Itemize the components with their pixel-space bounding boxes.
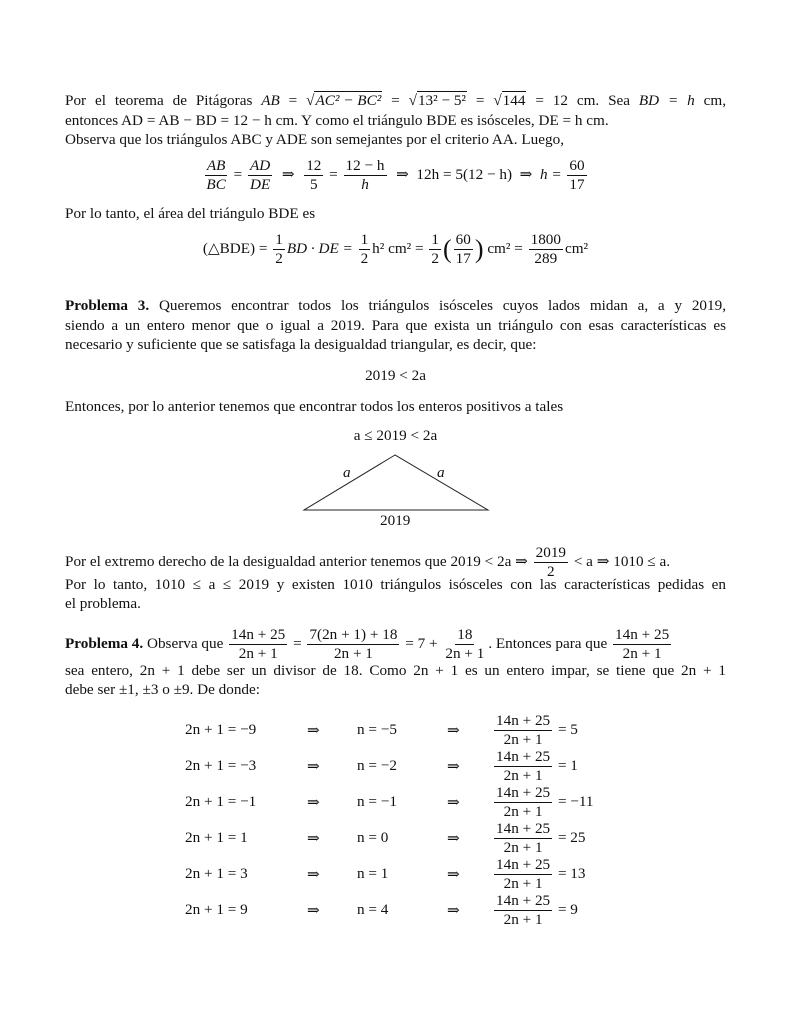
result: = 25 — [557, 828, 586, 846]
cases-table — [185, 712, 594, 928]
numerator: 14n + 25 — [231, 626, 286, 643]
problem3-title: Problema 3. — [65, 297, 150, 314]
fraction — [494, 785, 552, 820]
implies-arrow: ⇒ — [307, 829, 320, 847]
case-row — [185, 712, 594, 748]
implies-arrow: ⇒ — [307, 793, 320, 811]
fraction — [494, 857, 552, 892]
text: < a ⇒ 1010 ≤ a. — [573, 552, 671, 570]
fraction — [494, 821, 552, 856]
implies-arrow: ⇒ — [307, 865, 320, 883]
numerator: 14n + 25 — [496, 819, 551, 837]
case-value — [492, 748, 594, 784]
inequality-2: a ≤ 2019 < 2a — [353, 427, 438, 444]
implies-arrow: ⇒ — [307, 721, 320, 739]
equals: = — [329, 165, 338, 183]
denominator: 17 — [455, 250, 471, 267]
numerator: 60 — [569, 157, 585, 174]
math-bd: BD = h — [638, 92, 695, 109]
text: Queremos encontrar todos los triángulos isósceles cuyos lados midan a, a y 2019, — [158, 297, 727, 314]
base-label: 2019 — [380, 512, 411, 529]
text: Observa que — [146, 634, 224, 652]
numerator: 1800 — [530, 231, 561, 248]
numerator: 1 — [360, 231, 369, 248]
implies-arrow: ⇒ — [519, 165, 533, 183]
case-condition: 2n + 1 = −1 — [185, 793, 257, 810]
equals: = — [466, 92, 494, 109]
implies-arrow: ⇒ — [307, 757, 320, 775]
fraction — [494, 749, 552, 784]
case-value — [492, 820, 594, 856]
problem3-line5 — [65, 545, 726, 580]
problem3-line4: Entonces, por lo anterior tenemos que encontrar todos los enteros positivos a tales — [65, 398, 564, 415]
result: = 13 — [557, 864, 586, 882]
radicand: 13² − 5² — [417, 92, 466, 109]
implies-arrow: ⇒ — [447, 865, 460, 883]
denominator: 289 — [534, 250, 558, 267]
paren-left: ( — [442, 234, 452, 264]
problem4-line1: Problema 4. Observa que $\frac{14n + 25}{2n + 1}$ = $\frac{7(2n + 1) + 18}{2n + 1}$ = 7 + $\frac{18}{2n + 1}$ . Entonces para que $\frac{14n + 25}{2n + 1}$ — [65, 626, 670, 662]
case-condition: 2n + 1 = −3 — [185, 757, 257, 774]
implies-arrow: ⇒ — [447, 829, 460, 847]
case-value — [492, 712, 594, 748]
paragraph-pythagoras-line2: entonces AD = AB − BD = 12 − h cm. Y como el triángulo BDE es isósceles, DE = h cm. — [65, 112, 609, 129]
numerator: 14n + 25 — [496, 711, 551, 729]
denominator: 2 — [547, 563, 555, 580]
denominator: 2 — [360, 250, 369, 267]
problem3-line6: Por lo tanto, 1010 ≤ a ≤ 2019 y existen 1010 triángulos isósceles con las características pedidas en — [65, 576, 726, 593]
fraction — [494, 893, 552, 928]
numerator: 14n + 25 — [496, 891, 551, 909]
denominator: 2n + 1 — [503, 730, 543, 748]
paragraph-area-intro: Por lo tanto, el área del triángulo BDE es — [65, 205, 316, 222]
problem3-line7: el problema. — [65, 595, 141, 612]
problem3-line2: siendo a un entero menor que o igual a 2019. Para que exista un triángulo con esas características es — [65, 317, 726, 334]
fraction — [494, 713, 552, 748]
denominator: 17 — [569, 176, 585, 193]
denominator: 2n + 1 — [503, 802, 543, 820]
numerator: AD — [250, 157, 271, 174]
case-n: n = −2 — [357, 757, 397, 774]
fraction — [443, 627, 486, 662]
problem4-line2: sea entero, 2n + 1 debe ser un divisor de 18. Como 2n + 1 es un entero impar, se tiene que 2n + 1 — [65, 662, 726, 679]
h-equals: h = — [539, 165, 562, 183]
denominator: h — [361, 176, 369, 193]
problem3-line3: necesario y suficiente que se satisfaga la desigualdad triangular, es decir, que: — [65, 336, 537, 353]
fraction — [613, 627, 671, 662]
lhs: (△BDE) = — [202, 239, 268, 257]
equals: = — [382, 92, 409, 109]
text: . Entonces para que — [488, 634, 608, 652]
isosceles-triangle — [304, 455, 488, 510]
numerator: 18 — [457, 626, 473, 643]
implies-arrow: ⇒ — [447, 721, 460, 739]
text: cm, — [694, 92, 726, 109]
denominator: BC — [206, 176, 226, 193]
implies-arrow: ⇒ — [447, 901, 460, 919]
numerator: 1 — [431, 231, 439, 248]
case-value — [492, 856, 594, 892]
sqrt-1: √AC² − BC² — [306, 92, 382, 109]
side-label-right: a — [437, 464, 445, 481]
denominator: 2n + 1 — [238, 645, 278, 662]
case-row — [185, 748, 594, 784]
case-n: n = 0 — [357, 829, 389, 846]
term: h² cm² = — [372, 239, 424, 257]
denominator: 2n + 1 — [333, 645, 373, 662]
text: Por el extremo derecho de la desigualdad anterior tenemos que 2019 < 2a ⇒ — [65, 552, 528, 570]
denominator: 2 — [275, 250, 283, 267]
case-n: n = 1 — [357, 865, 389, 882]
paragraph-pythagoras-line3: Observa que los triángulos ABC y ADE son semejantes por el criterio AA. Luego, — [65, 131, 564, 148]
result: = −11 — [557, 792, 594, 810]
denominator: 2n + 1 — [445, 645, 485, 662]
unit: cm² — [564, 239, 589, 257]
denominator: 2n + 1 — [622, 645, 662, 662]
case-value — [492, 892, 594, 928]
result: = 1 — [557, 756, 578, 774]
paren-right: ) — [474, 234, 484, 264]
numerator: 14n + 25 — [496, 855, 551, 873]
text: Por el teorema de Pitágoras — [65, 92, 262, 109]
term: cm² = — [487, 239, 523, 257]
denominator: 2n + 1 — [503, 874, 543, 892]
case-row — [185, 784, 594, 820]
term: BD · DE = — [286, 239, 353, 257]
text: = 7 + — [405, 634, 438, 652]
numerator: AB — [206, 157, 226, 174]
problem4-title: Problema 4. — [65, 634, 144, 652]
fraction — [229, 627, 287, 662]
radicand: AC² − BC² — [315, 92, 382, 109]
numerator: 14n + 25 — [615, 626, 670, 643]
denominator: 2n + 1 — [503, 766, 543, 784]
numerator: 14n + 25 — [496, 747, 551, 765]
implies-arrow: ⇒ — [447, 757, 460, 775]
case-n: n = −1 — [357, 793, 397, 810]
numerator: 14n + 25 — [496, 783, 551, 801]
result: = 9 — [557, 900, 578, 918]
numerator: 1 — [275, 231, 283, 248]
implies-arrow: ⇒ — [447, 793, 460, 811]
case-value — [492, 784, 594, 820]
case-condition: 2n + 1 = 1 — [185, 829, 248, 846]
equation-middle: 12h = 5(12 − h) — [416, 165, 513, 183]
equals: = — [279, 92, 307, 109]
sqrt-2: √13² − 5² — [408, 92, 466, 109]
case-condition: 2n + 1 = −9 — [185, 721, 257, 738]
denominator: DE — [250, 176, 271, 193]
equals: = — [233, 165, 243, 183]
sqrt-3: √144 — [493, 92, 526, 109]
math-ab: AB — [261, 92, 280, 109]
problem4-line3: debe ser ±1, ±3 o ±9. De donde: — [65, 681, 260, 698]
denominator: 2 — [431, 250, 439, 267]
implies-arrow: ⇒ — [307, 901, 320, 919]
numerator: 7(2n + 1) + 18 — [309, 626, 398, 643]
text: = 12 cm. Sea — [526, 92, 639, 109]
fraction — [534, 545, 568, 580]
denominator: 2n + 1 — [503, 910, 543, 928]
numerator: 12 — [306, 157, 322, 174]
numerator: 60 — [455, 231, 471, 248]
case-condition: 2n + 1 = 3 — [185, 865, 248, 882]
case-row — [185, 856, 594, 892]
numerator: 2019 — [535, 544, 567, 561]
denominator: 5 — [309, 176, 318, 193]
inequality-1: 2019 < 2a — [365, 367, 426, 384]
case-row — [185, 820, 594, 856]
fraction — [307, 627, 399, 662]
result: = 5 — [557, 720, 578, 738]
implies-arrow: ⇒ — [281, 165, 295, 183]
denominator: 2n + 1 — [503, 838, 543, 856]
implies-arrow: ⇒ — [396, 165, 409, 183]
case-condition: 2n + 1 = 9 — [185, 901, 248, 918]
radicand: 144 — [502, 92, 526, 109]
numerator: 12 − h — [345, 157, 385, 174]
case-row — [185, 892, 594, 928]
case-n: n = −5 — [357, 721, 397, 738]
side-label-left: a — [343, 464, 351, 481]
case-n: n = 4 — [357, 901, 389, 918]
